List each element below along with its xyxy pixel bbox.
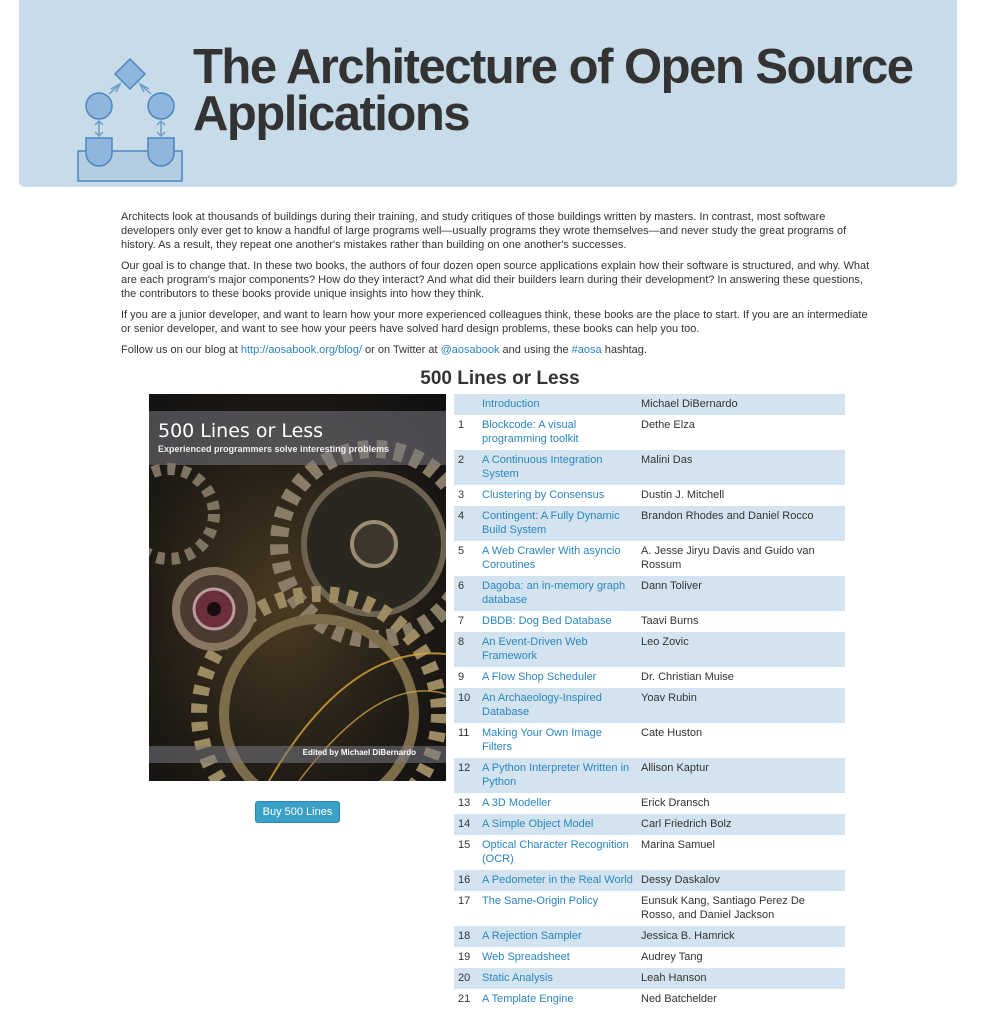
chapter-author: Dessy Daskalov: [637, 870, 845, 891]
chapter-number: 14: [454, 814, 478, 835]
site-header: [19, 0, 957, 187]
table-row: [454, 891, 845, 926]
chapter-title-cell: [478, 394, 637, 415]
intro-text: [121, 210, 873, 364]
chapter-author: Erick Dransch: [641, 797, 710, 809]
chapter-title-cell: [478, 541, 637, 576]
chapter-number: 20: [454, 968, 478, 989]
chapter-author: Jessica B. Hamrick: [637, 926, 845, 947]
chapter-title-cell: [478, 415, 637, 450]
table-row: [454, 723, 845, 758]
chapter-number: 4: [454, 506, 478, 541]
cover-editor: Edited by Michael DiBernardo: [302, 748, 416, 757]
table-row: [454, 688, 845, 723]
table-row: [454, 793, 845, 814]
table-row: [454, 506, 845, 541]
chapter-number: 1: [458, 419, 465, 431]
chapter-title-cell: [478, 968, 637, 989]
table-row: [454, 758, 845, 793]
blog-link[interactable]: http://aosabook.org/blog/: [240, 344, 362, 356]
table-row: [454, 450, 845, 485]
chapter-number: 21: [458, 993, 471, 1005]
chapter-link[interactable]: A Flow Shop Scheduler: [482, 671, 597, 683]
chapter-author: Marina Samuel: [641, 839, 715, 851]
chapter-author: Allison Kaptur: [637, 758, 845, 793]
table-row: [454, 835, 845, 870]
chapter-link[interactable]: An Event-Driven Web Framework: [482, 636, 588, 662]
chapter-author: Dann Toliver: [637, 576, 845, 611]
chapter-link[interactable]: A Rejection Sampler: [482, 930, 582, 942]
chapter-title-cell: [478, 450, 637, 485]
chapter-author: Cate Huston: [641, 727, 703, 739]
book-heading: 500 Lines or Less: [420, 368, 580, 389]
chapter-title-cell: [478, 793, 637, 814]
hashtag-link[interactable]: #aosa: [571, 344, 602, 356]
chapter-number: 2: [454, 450, 478, 485]
chapter-title-cell: [478, 835, 637, 870]
chapter-link[interactable]: Introduction: [482, 398, 540, 410]
chapter-link[interactable]: An Archaeology-Inspired Database: [482, 692, 602, 718]
table-of-contents: [454, 394, 845, 1010]
chapter-number: 7: [458, 615, 465, 627]
chapter-number: 11: [458, 727, 470, 739]
twitter-link[interactable]: @aosabook: [440, 344, 500, 356]
chapter-title-cell: [478, 758, 637, 793]
chapter-number: 8: [454, 632, 478, 667]
chapter-link[interactable]: A Template Engine: [482, 993, 574, 1005]
chapter-author: Eunsuk Kang, Santiago Perez De Rosso, and Daniel Jackson: [641, 895, 805, 921]
chapter-title-cell: [478, 485, 637, 506]
chapter-author: Leo Zovic: [637, 632, 845, 667]
table-row: [454, 485, 845, 506]
table-row: [454, 394, 845, 415]
chapter-number: [454, 394, 478, 415]
chapter-author: Dr. Christian Muise: [641, 671, 734, 683]
chapter-title-cell: [478, 947, 637, 968]
chapter-number: 18: [454, 926, 478, 947]
chapter-author: Carl Friedrich Bolz: [637, 814, 845, 835]
chapter-link[interactable]: A 3D Modeller: [482, 797, 552, 809]
table-row: [454, 814, 845, 835]
chapter-link[interactable]: DBDB: Dog Bed Database: [482, 615, 612, 627]
chapter-title-cell: [478, 688, 637, 723]
chapter-link[interactable]: A Web Crawler With asyncio Coroutines: [482, 545, 621, 571]
chapter-title-cell: [478, 870, 637, 891]
chapter-title-cell: [478, 723, 637, 758]
chapter-author: Brandon Rhodes and Daniel Rocco: [637, 506, 845, 541]
table-row: [454, 870, 845, 891]
chapter-link[interactable]: Optical Character Recognition (OCR): [482, 839, 629, 865]
chapter-author: Leah Hanson: [637, 968, 845, 989]
table-row: [454, 632, 845, 667]
table-row: [454, 415, 845, 450]
chapter-author: Dustin J. Mitchell: [641, 489, 725, 501]
chapter-link[interactable]: Clustering by Consensus: [482, 489, 605, 501]
table-row: [454, 576, 845, 611]
chapter-link[interactable]: Web Spreadsheet: [482, 951, 570, 963]
cover-subtitle: Experienced programmers solve interesting problems: [158, 444, 390, 454]
chapter-number: 17: [458, 895, 471, 907]
chapter-author: Michael DiBernardo: [637, 394, 845, 415]
table-row: [454, 667, 845, 688]
chapter-number: 15: [458, 839, 471, 851]
chapter-author: A. Jesse Jiryu Davis and Guido van Rossum: [641, 545, 815, 571]
chapter-title-cell: [478, 611, 637, 632]
table-row: [454, 926, 845, 947]
chapter-link[interactable]: The Same-Origin Policy: [482, 895, 599, 907]
cover-title: 500 Lines or Less: [158, 420, 324, 442]
chapter-number: 19: [458, 951, 471, 963]
chapter-author: Yoav Rubin: [637, 688, 845, 723]
intro-paragraph: If you are a junior developer, and want to learn how your more experienced colleagues think, these books are the place to start. If you are an intermediate or senior developer, and want to see how your peers have solved hard design problems, these books can help you too.: [121, 309, 868, 335]
table-row: [454, 968, 845, 989]
chapter-link[interactable]: A Simple Object Model: [482, 818, 594, 830]
intro-paragraph: Our goal is to change that. In these two books, the authors of four dozen open source applications explain how their software is structured, and why. What are each program's major components? How do they interact? And what did their builders learn during their development? In answering these questions, the contributors to these books provide unique insights into how they think.: [121, 260, 870, 300]
page-title: The Architecture of Open Source Applications: [193, 40, 913, 141]
chapter-number: 6: [454, 576, 478, 611]
chapter-number: 5: [458, 545, 465, 557]
chapter-number: 10: [454, 688, 478, 723]
buy-500-lines-button[interactable]: Buy 500 Lines: [255, 801, 340, 823]
chapter-title-cell: [478, 926, 637, 947]
intro-paragraph: Architects look at thousands of buildings during their training, and study critiques of those buildings written by masters. In contrast, most software developers only ever get to know a handful of large programs well—usually programs they wrote themselves—and never study the great programs of history. As a result, they repeat one another's mistakes rather than building on one another's successes.: [121, 211, 847, 251]
chapter-author: Taavi Burns: [641, 615, 699, 627]
chapter-title-cell: [478, 891, 637, 926]
chapter-number: 13: [458, 797, 471, 809]
chapter-link[interactable]: Contingent: A Fully Dynamic Build System: [482, 510, 620, 536]
chapter-link[interactable]: Making Your Own Image Filters: [482, 727, 602, 753]
follow-line: Follow us on our blog at http://aosabook.org/blog/ or on Twitter at @aosabook and using the #aosa hashtag.: [121, 344, 647, 356]
chapter-number: 16: [454, 870, 478, 891]
chapter-number: 3: [458, 489, 465, 501]
chapter-link[interactable]: A Continuous Integration System: [482, 454, 603, 480]
chapter-title-cell: [478, 814, 637, 835]
architecture-logo-icon: [77, 58, 185, 184]
chapter-link[interactable]: Dagoba: an in-memory graph database: [482, 580, 626, 606]
chapter-link[interactable]: A Pedometer in the Real World: [482, 874, 633, 886]
chapter-link[interactable]: Blockcode: A visual programming toolkit: [482, 419, 579, 445]
chapter-number: 12: [454, 758, 478, 793]
table-row: [454, 947, 845, 968]
chapter-title-cell: [478, 576, 637, 611]
chapter-author: Ned Batchelder: [641, 993, 717, 1005]
chapter-number: 9: [458, 671, 465, 683]
book-cover[interactable]: [149, 394, 446, 781]
table-row: [454, 541, 845, 576]
table-row: [454, 611, 845, 632]
chapter-author: Dethe Elza: [641, 419, 695, 431]
chapter-author: Malini Das: [637, 450, 845, 485]
chapter-link[interactable]: Static Analysis: [482, 972, 553, 984]
chapter-title-cell: [478, 667, 637, 688]
chapter-link[interactable]: A Python Interpreter Written in Python: [482, 762, 630, 788]
chapter-title-cell: [478, 506, 637, 541]
chapter-title-cell: [478, 632, 637, 667]
chapter-author: Audrey Tang: [641, 951, 703, 963]
